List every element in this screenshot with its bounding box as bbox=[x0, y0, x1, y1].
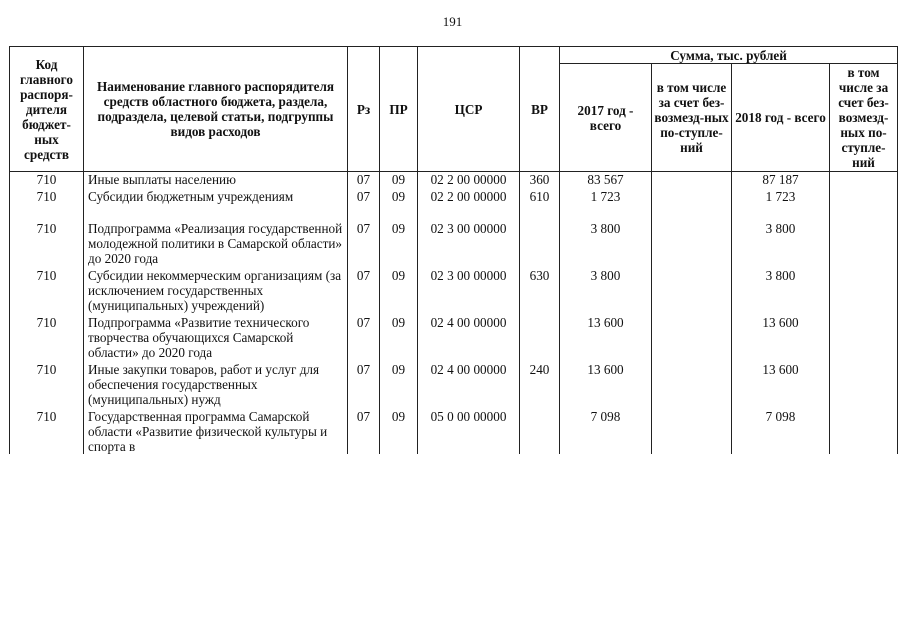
cell-name: Субсидии бюджетным учреждениям bbox=[84, 189, 348, 221]
header-total-2017: 2017 год - всего bbox=[560, 64, 652, 172]
header-pr: ПР bbox=[380, 47, 418, 172]
cell-incl-2018 bbox=[830, 409, 898, 454]
cell-code: 710 bbox=[10, 189, 84, 221]
cell-incl-2018 bbox=[830, 362, 898, 409]
table-row bbox=[10, 268, 898, 315]
cell-csr: 02 4 00 00000 bbox=[418, 362, 520, 409]
cell-pr: 09 bbox=[380, 315, 418, 362]
cell-pr: 09 bbox=[380, 362, 418, 409]
cell-sum-2017: 1 723 bbox=[560, 189, 652, 221]
cell-name: Иные выплаты населению bbox=[84, 172, 348, 190]
cell-vr: 360 bbox=[520, 172, 560, 190]
table-body bbox=[10, 172, 898, 455]
header-total-2018: 2018 год - всего bbox=[732, 64, 830, 172]
cell-incl-2017 bbox=[652, 221, 732, 268]
cell-vr bbox=[520, 221, 560, 268]
cell-code: 710 bbox=[10, 268, 84, 315]
cell-pr: 09 bbox=[380, 409, 418, 454]
cell-incl-2017 bbox=[652, 315, 732, 362]
cell-csr: 02 4 00 00000 bbox=[418, 315, 520, 362]
cell-incl-2018 bbox=[830, 268, 898, 315]
cell-name: Государственная программа Самарской области «Развитие физической культуры и спорта в bbox=[84, 409, 348, 454]
cell-incl-2018 bbox=[830, 221, 898, 268]
cell-code: 710 bbox=[10, 362, 84, 409]
cell-vr: 240 bbox=[520, 362, 560, 409]
header-row-top bbox=[10, 47, 898, 64]
cell-sum-2018: 7 098 bbox=[732, 409, 830, 454]
cell-incl-2018 bbox=[830, 189, 898, 221]
cell-sum-2017: 7 098 bbox=[560, 409, 652, 454]
header-code: Код главного распоря-дителя бюджет-ных средств bbox=[10, 47, 84, 172]
cell-sum-2018: 3 800 bbox=[732, 221, 830, 268]
cell-name: Иные закупки товаров, работ и услуг для обеспечения государственных (муниципальных) нужд bbox=[84, 362, 348, 409]
cell-csr: 02 2 00 00000 bbox=[418, 172, 520, 190]
table-header bbox=[10, 47, 898, 172]
cell-rz: 07 bbox=[348, 362, 380, 409]
cell-incl-2018 bbox=[830, 172, 898, 190]
cell-vr bbox=[520, 409, 560, 454]
table-row bbox=[10, 189, 898, 221]
cell-incl-2017 bbox=[652, 409, 732, 454]
cell-code: 710 bbox=[10, 315, 84, 362]
cell-sum-2017: 3 800 bbox=[560, 268, 652, 315]
cell-csr: 05 0 00 00000 bbox=[418, 409, 520, 454]
cell-incl-2017 bbox=[652, 189, 732, 221]
cell-sum-2018: 1 723 bbox=[732, 189, 830, 221]
cell-name: Субсидии некоммерческим организациям (за исключением государственных (муниципальных) учреждений) bbox=[84, 268, 348, 315]
cell-pr: 09 bbox=[380, 268, 418, 315]
cell-rz: 07 bbox=[348, 409, 380, 454]
table-row bbox=[10, 172, 898, 190]
page-number: 191 bbox=[442, 14, 463, 29]
cell-sum-2017: 3 800 bbox=[560, 221, 652, 268]
cell-rz: 07 bbox=[348, 189, 380, 221]
cell-incl-2017 bbox=[652, 172, 732, 190]
cell-vr bbox=[520, 315, 560, 362]
cell-rz: 07 bbox=[348, 172, 380, 190]
cell-code: 710 bbox=[10, 409, 84, 454]
cell-vr: 610 bbox=[520, 189, 560, 221]
cell-csr: 02 3 00 00000 bbox=[418, 268, 520, 315]
cell-rz: 07 bbox=[348, 268, 380, 315]
cell-vr: 630 bbox=[520, 268, 560, 315]
header-rz: Рз bbox=[348, 47, 380, 172]
cell-sum-2017: 83 567 bbox=[560, 172, 652, 190]
cell-name: Подпрограмма «Реализация государственной молодежной политики в Самарской области» до 2020 года bbox=[84, 221, 348, 268]
cell-sum-2018: 3 800 bbox=[732, 268, 830, 315]
cell-pr: 09 bbox=[380, 221, 418, 268]
cell-sum-2017: 13 600 bbox=[560, 362, 652, 409]
cell-pr: 09 bbox=[380, 189, 418, 221]
table-row bbox=[10, 221, 898, 268]
cell-csr: 02 2 00 00000 bbox=[418, 189, 520, 221]
header-name: Наименование главного распорядителя средств областного бюджета, раздела, подраздела, целевой статьи, подгруппы видов расходов bbox=[84, 47, 348, 172]
table-row bbox=[10, 315, 898, 362]
header-sum-group: Сумма, тыс. рублей bbox=[560, 47, 898, 64]
budget-table bbox=[9, 46, 898, 454]
cell-incl-2017 bbox=[652, 362, 732, 409]
cell-pr: 09 bbox=[380, 172, 418, 190]
cell-csr: 02 3 00 00000 bbox=[418, 221, 520, 268]
cell-sum-2017: 13 600 bbox=[560, 315, 652, 362]
table-row bbox=[10, 362, 898, 409]
header-incl-2018: в том числе за счет без-возмезд-ных по-ступле-ний bbox=[830, 64, 898, 172]
cell-sum-2018: 13 600 bbox=[732, 315, 830, 362]
cell-sum-2018: 13 600 bbox=[732, 362, 830, 409]
header-vr: ВР bbox=[520, 47, 560, 172]
cell-sum-2018: 87 187 bbox=[732, 172, 830, 190]
cell-code: 710 bbox=[10, 172, 84, 190]
cell-incl-2018 bbox=[830, 315, 898, 362]
cell-incl-2017 bbox=[652, 268, 732, 315]
header-csr: ЦСР bbox=[418, 47, 520, 172]
header-incl-2017: в том числе за счет без-возмезд-ных по-ступле-ний bbox=[652, 64, 732, 172]
cell-name: Подпрограмма «Развитие технического творчества обучающихся Самарской области» до 2020 года bbox=[84, 315, 348, 362]
cell-rz: 07 bbox=[348, 315, 380, 362]
cell-code: 710 bbox=[10, 221, 84, 268]
table-row bbox=[10, 409, 898, 454]
cell-rz: 07 bbox=[348, 221, 380, 268]
